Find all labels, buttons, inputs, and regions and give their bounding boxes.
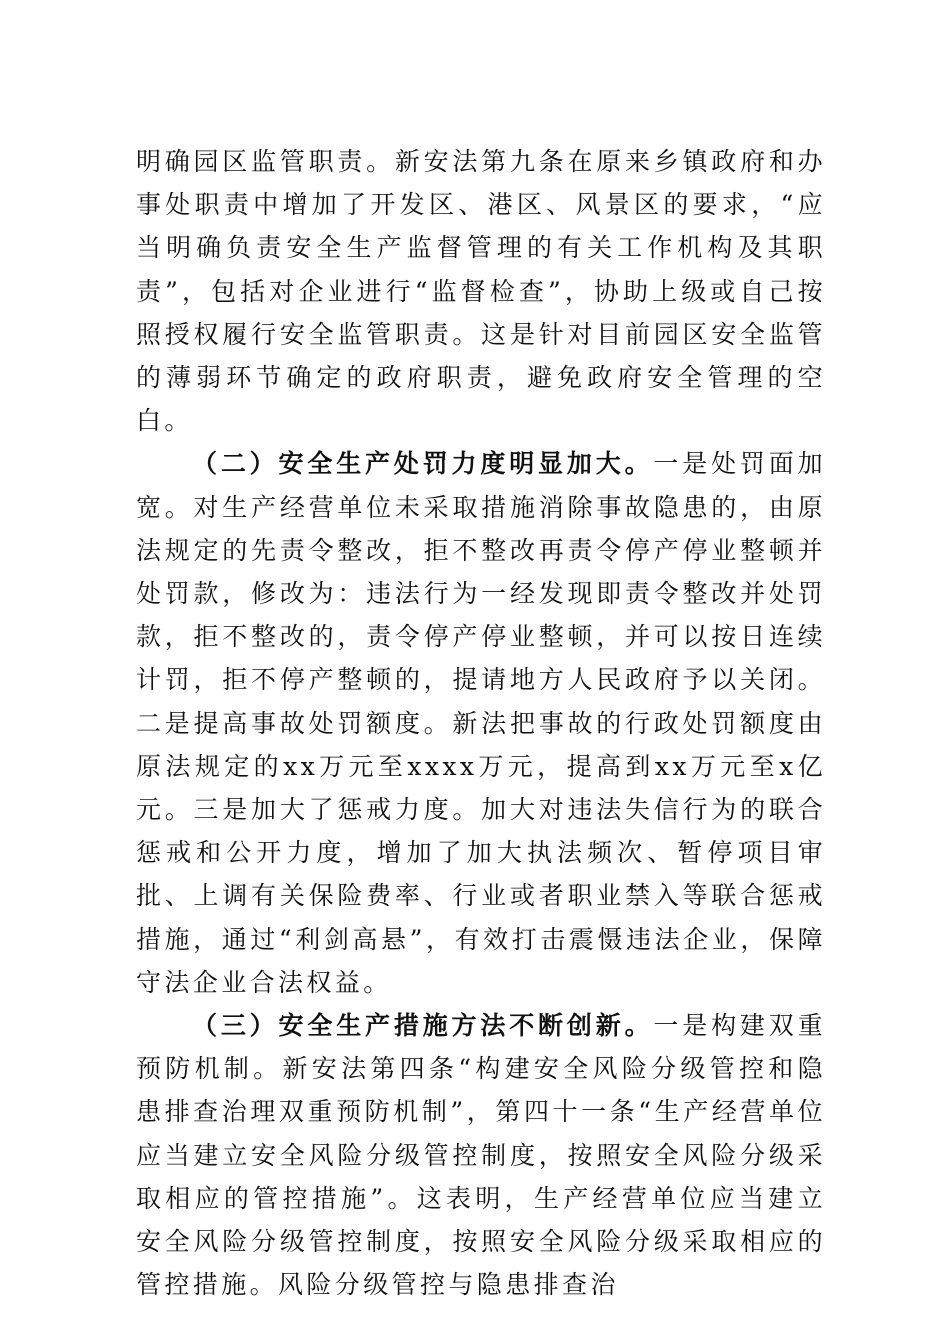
- section-heading-3: （三）安全生产措施方法不断创新。: [192, 1011, 654, 1041]
- paragraph-1-text: 明确园区监管职责。新安法第九条在原来乡镇政府和办事处职责中增加了开发区、港区、风景区的要求，“应当明确负责安全生产监督管理的有关工作机构及其职责”，包括对企业进行“监督检查”，协助上级或自己按照授权履行安全监管职责。这是针对目前园区安全监管的薄弱环节确定的政府职责，避免政府安全管理的空白。: [136, 147, 826, 436]
- paragraph-penalty: [136, 442, 826, 1004]
- paragraph-2-text: 一是处罚面加宽。对生产经营单位未采取措施消除事故隐患的，由原法规定的先责令整改，拒不整改再责令停产停业整顿并处罚款，修改为：违法行为一经发现即责令整改并处罚款，拒不整改的，责令停产停业整顿，并可以按日连续计罚，拒不停产整顿的，提请地方人民政府予以关闭。二是提高事故处罚额度。新法把事故的行政处罚额度由原法规定的xx万元至xxxx万元，提高到xx万元至x亿元。三是加大了惩戒力度。加大对违法失信行为的联合惩戒和公开力度，增加了加大执法频次、暂停项目审批、上调有关保险费率、行业或者职业禁入等联合惩戒措施，通过“利剑高悬”，有效打击震慑违法企业，保障守法企业合法权益。: [136, 449, 826, 997]
- paragraph-innovation: [136, 1004, 826, 1306]
- document-body: [136, 140, 826, 1306]
- paragraph-continuation: [136, 140, 826, 442]
- section-heading-2: （二）安全生产处罚力度明显加大。: [192, 449, 654, 479]
- paragraph-3-text: 一是构建双重预防机制。新安法第四条“构建安全风险分级管控和隐患排查治理双重预防机制”，第四十一条“生产经营单位应当建立安全风险分级管控制度，按照安全风险分级采取相应的管控措施”。这表明，生产经营单位应当建立安全风险分级管控制度，按照安全风险分级采取相应的管控措施。风险分级管控与隐患排查治: [136, 1011, 826, 1300]
